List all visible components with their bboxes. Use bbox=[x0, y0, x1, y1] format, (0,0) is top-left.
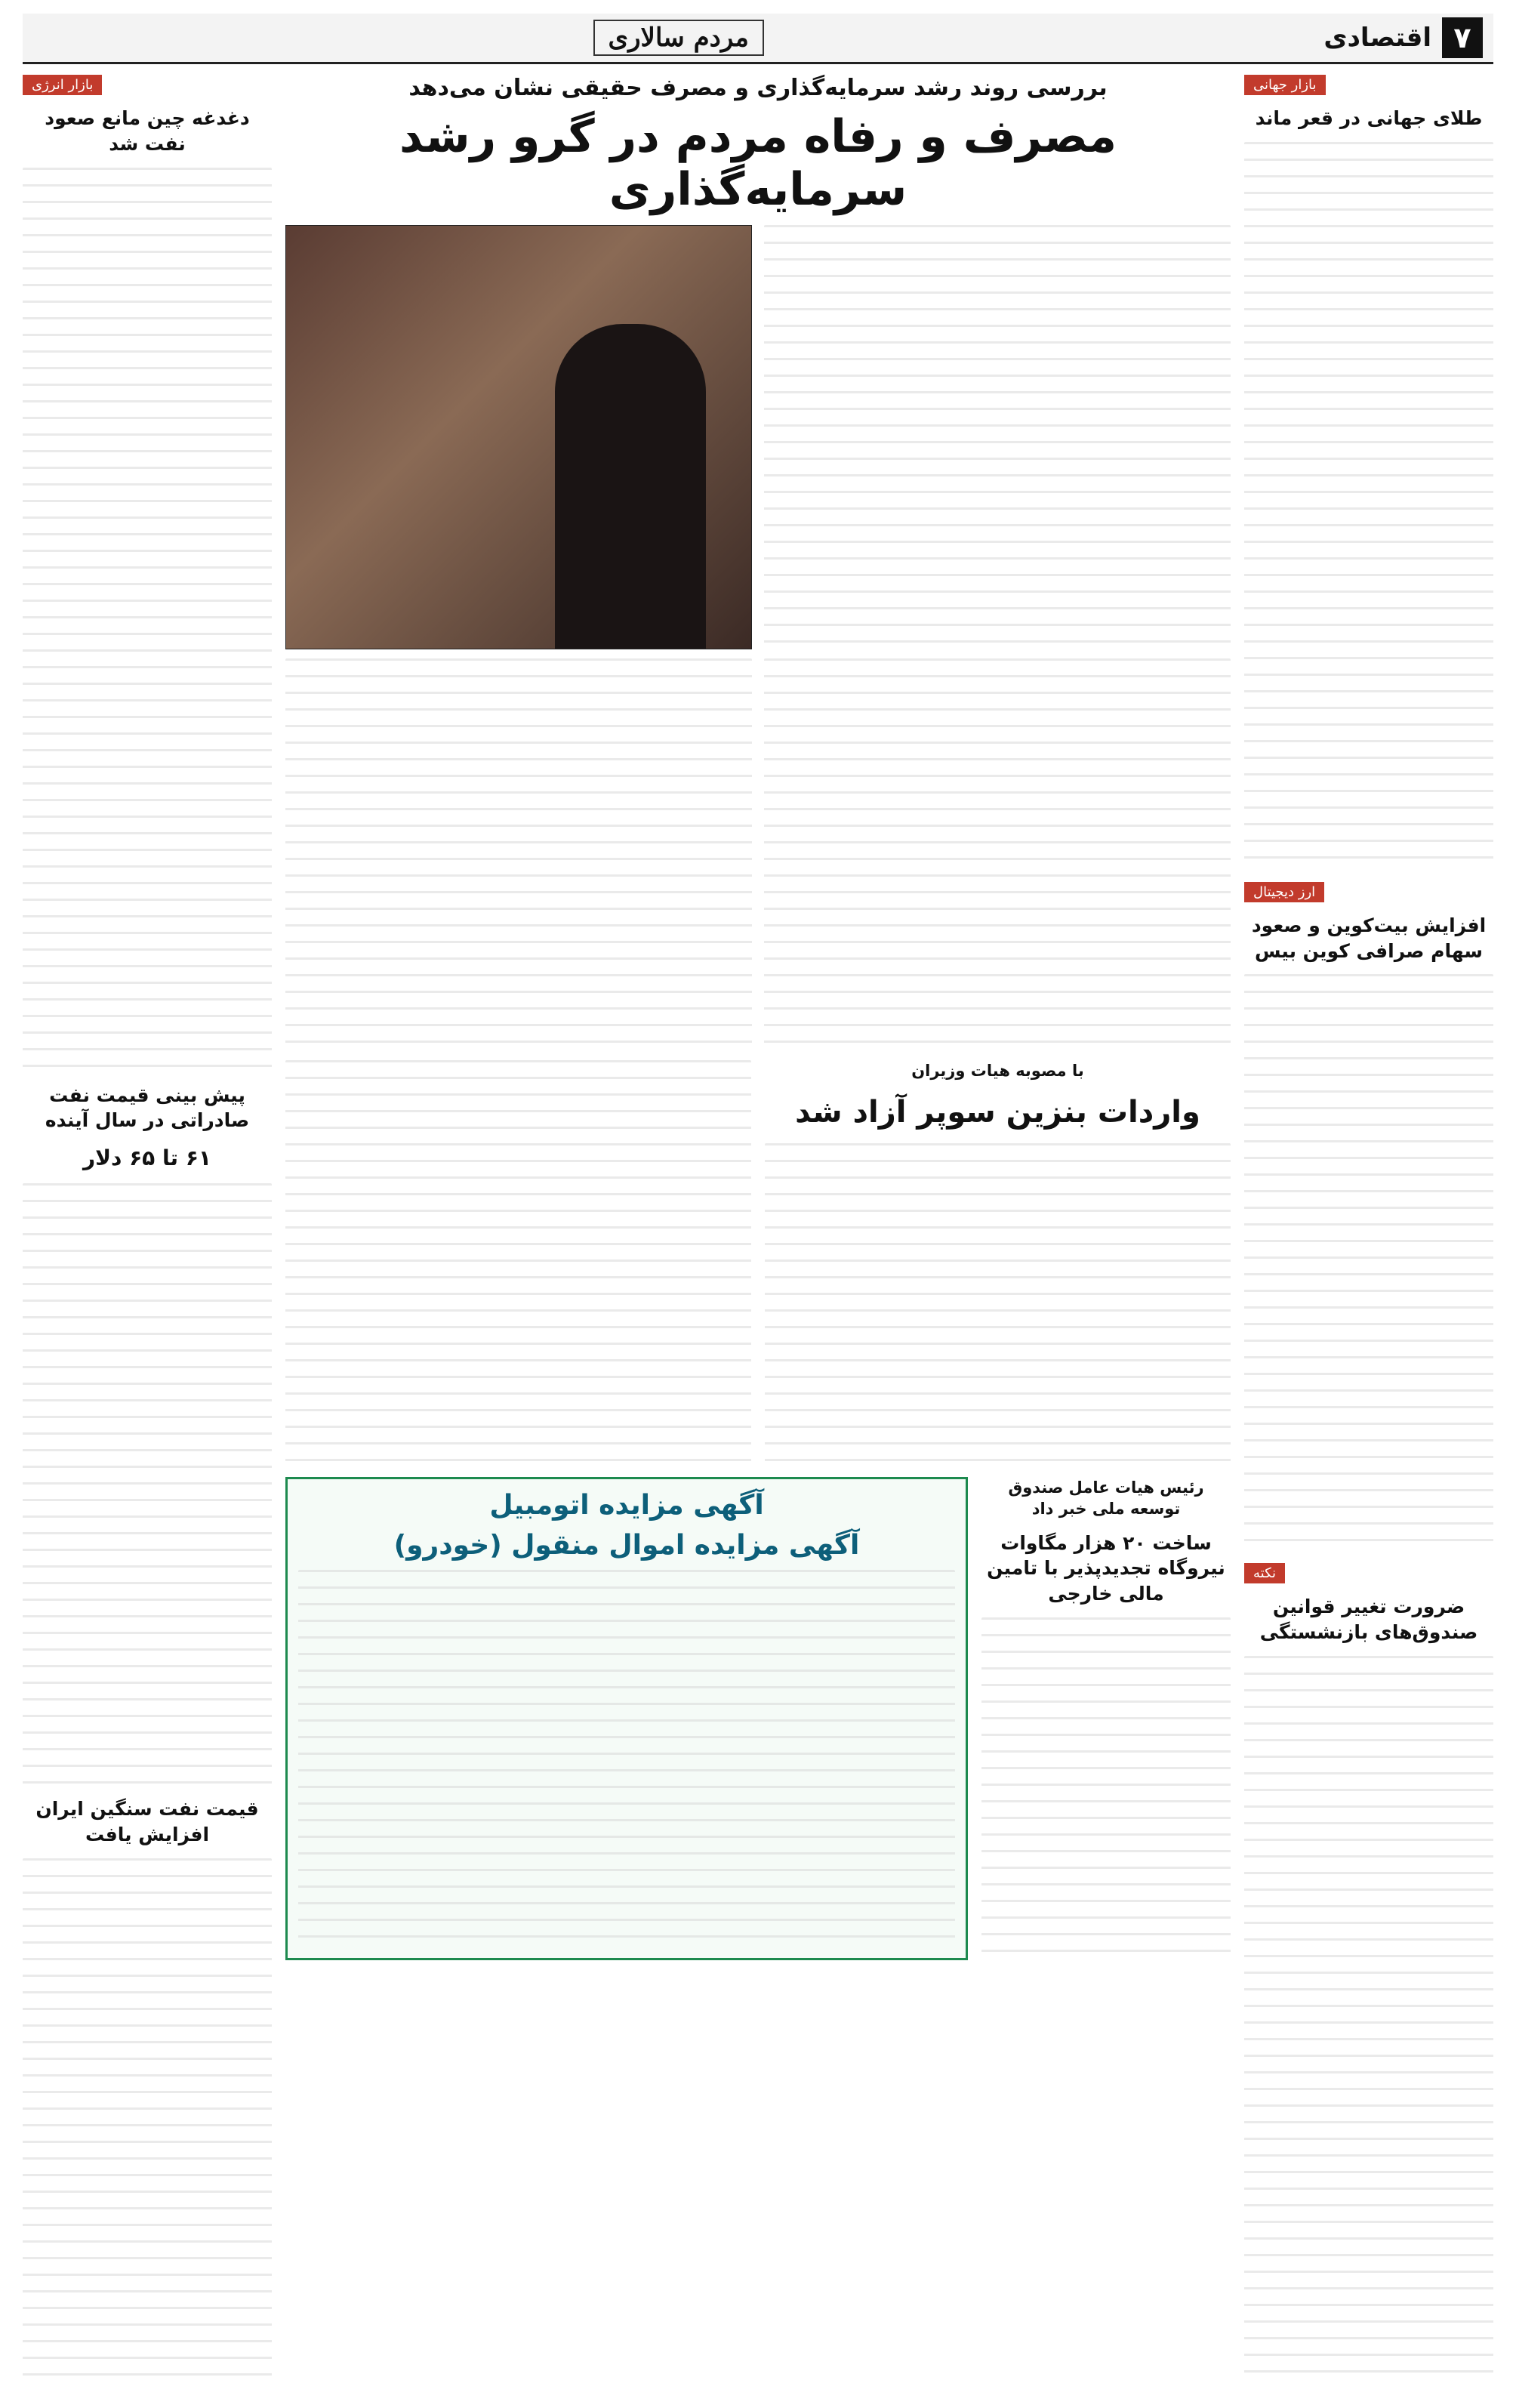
article-body-oil-china bbox=[23, 168, 272, 1072]
tag-note: نکته bbox=[1244, 1563, 1285, 1583]
gasoline-title: واردات بنزین سوپر آزاد شد bbox=[795, 1095, 1200, 1130]
auction-ad bbox=[285, 1477, 968, 1960]
tag-world-market: بازار جهانی bbox=[1244, 75, 1326, 95]
article-body-pension bbox=[1244, 1656, 1493, 2385]
article-body-bitcoin bbox=[1244, 974, 1493, 1552]
masthead bbox=[23, 14, 1493, 64]
lead-story-body-3 bbox=[285, 658, 752, 1051]
page-grid bbox=[23, 75, 1493, 2385]
section-label bbox=[1323, 17, 1483, 58]
headline-oil-forecast-range: ۶۱ تا ۶۵ دلار bbox=[83, 1145, 211, 1171]
tag-energy: بازار انرژی bbox=[23, 75, 102, 95]
ad-body bbox=[298, 1570, 955, 1947]
article-body-heavy-oil bbox=[23, 1858, 272, 2385]
page-number: ۷ bbox=[1442, 17, 1483, 58]
newspaper-logo: مردم سالاری bbox=[593, 20, 764, 56]
article-body-oil-forecast bbox=[23, 1183, 272, 1786]
main-title: مصرف و رفاه مردم در گرو رشد سرمایه‌گذاری bbox=[399, 110, 1117, 216]
gasoline-kicker: با مصوبه هیات وزیران bbox=[911, 1062, 1084, 1080]
section-name: اقتصادی bbox=[1323, 23, 1431, 53]
ndf-kicker: رئیس هیات عامل صندوق توسعه ملی خبر داد bbox=[1008, 1478, 1204, 1518]
headline-bitcoin: افزایش بیت‌کوین و صعود سهام صرافی کوین بیس bbox=[1251, 914, 1487, 962]
gasoline-body bbox=[765, 1143, 1231, 1468]
ad-title-2: آگهی مزایده اموال منقول (خودرو) bbox=[393, 1530, 860, 1561]
headline-oil-china: دغدغه چین مانع صعود نفت شد bbox=[45, 107, 250, 155]
headline-heavy-oil: قیمت نفت سنگین ایران افزایش یافت bbox=[35, 1798, 259, 1846]
ad-title-1: آگهی مزایده اتومبیل bbox=[489, 1490, 764, 1521]
lead-story-row bbox=[285, 225, 1231, 649]
gasoline-body-2 bbox=[285, 1060, 751, 1468]
left-column bbox=[23, 75, 272, 2385]
lead-photo bbox=[285, 225, 752, 649]
main-kicker: بررسی روند رشد سرمایه‌گذاری و مصرف حقیقی نشان می‌دهد bbox=[408, 75, 1108, 101]
lead-story-body bbox=[764, 225, 1231, 648]
center-column bbox=[285, 75, 1231, 2385]
right-column bbox=[1244, 75, 1493, 2385]
bottom-band bbox=[285, 1477, 1231, 1960]
headline-oil-forecast: پیش بینی قیمت نفت صادراتی در سال آینده bbox=[45, 1084, 250, 1132]
ndf-body bbox=[981, 1617, 1231, 1960]
gasoline-story-text bbox=[765, 1060, 1231, 1468]
gasoline-story bbox=[285, 1060, 1231, 1468]
lead-story-columns bbox=[285, 658, 1231, 1051]
article-body-gold bbox=[1244, 142, 1493, 871]
lead-story-body-2 bbox=[764, 658, 1231, 1051]
ndf-title: ساخت ۲۰ هزار مگاوات نیروگاه تجدیدپذیر با تامین مالی خارجی bbox=[987, 1531, 1225, 1605]
ndf-story bbox=[981, 1477, 1231, 1960]
headline-gold: طلای جهانی در قعر ماند bbox=[1255, 107, 1483, 129]
tag-crypto: ارز دیجیتال bbox=[1244, 882, 1324, 902]
headline-pension: ضرورت تغییر قوانین صندوق‌های بازنشستگی bbox=[1259, 1596, 1478, 1644]
